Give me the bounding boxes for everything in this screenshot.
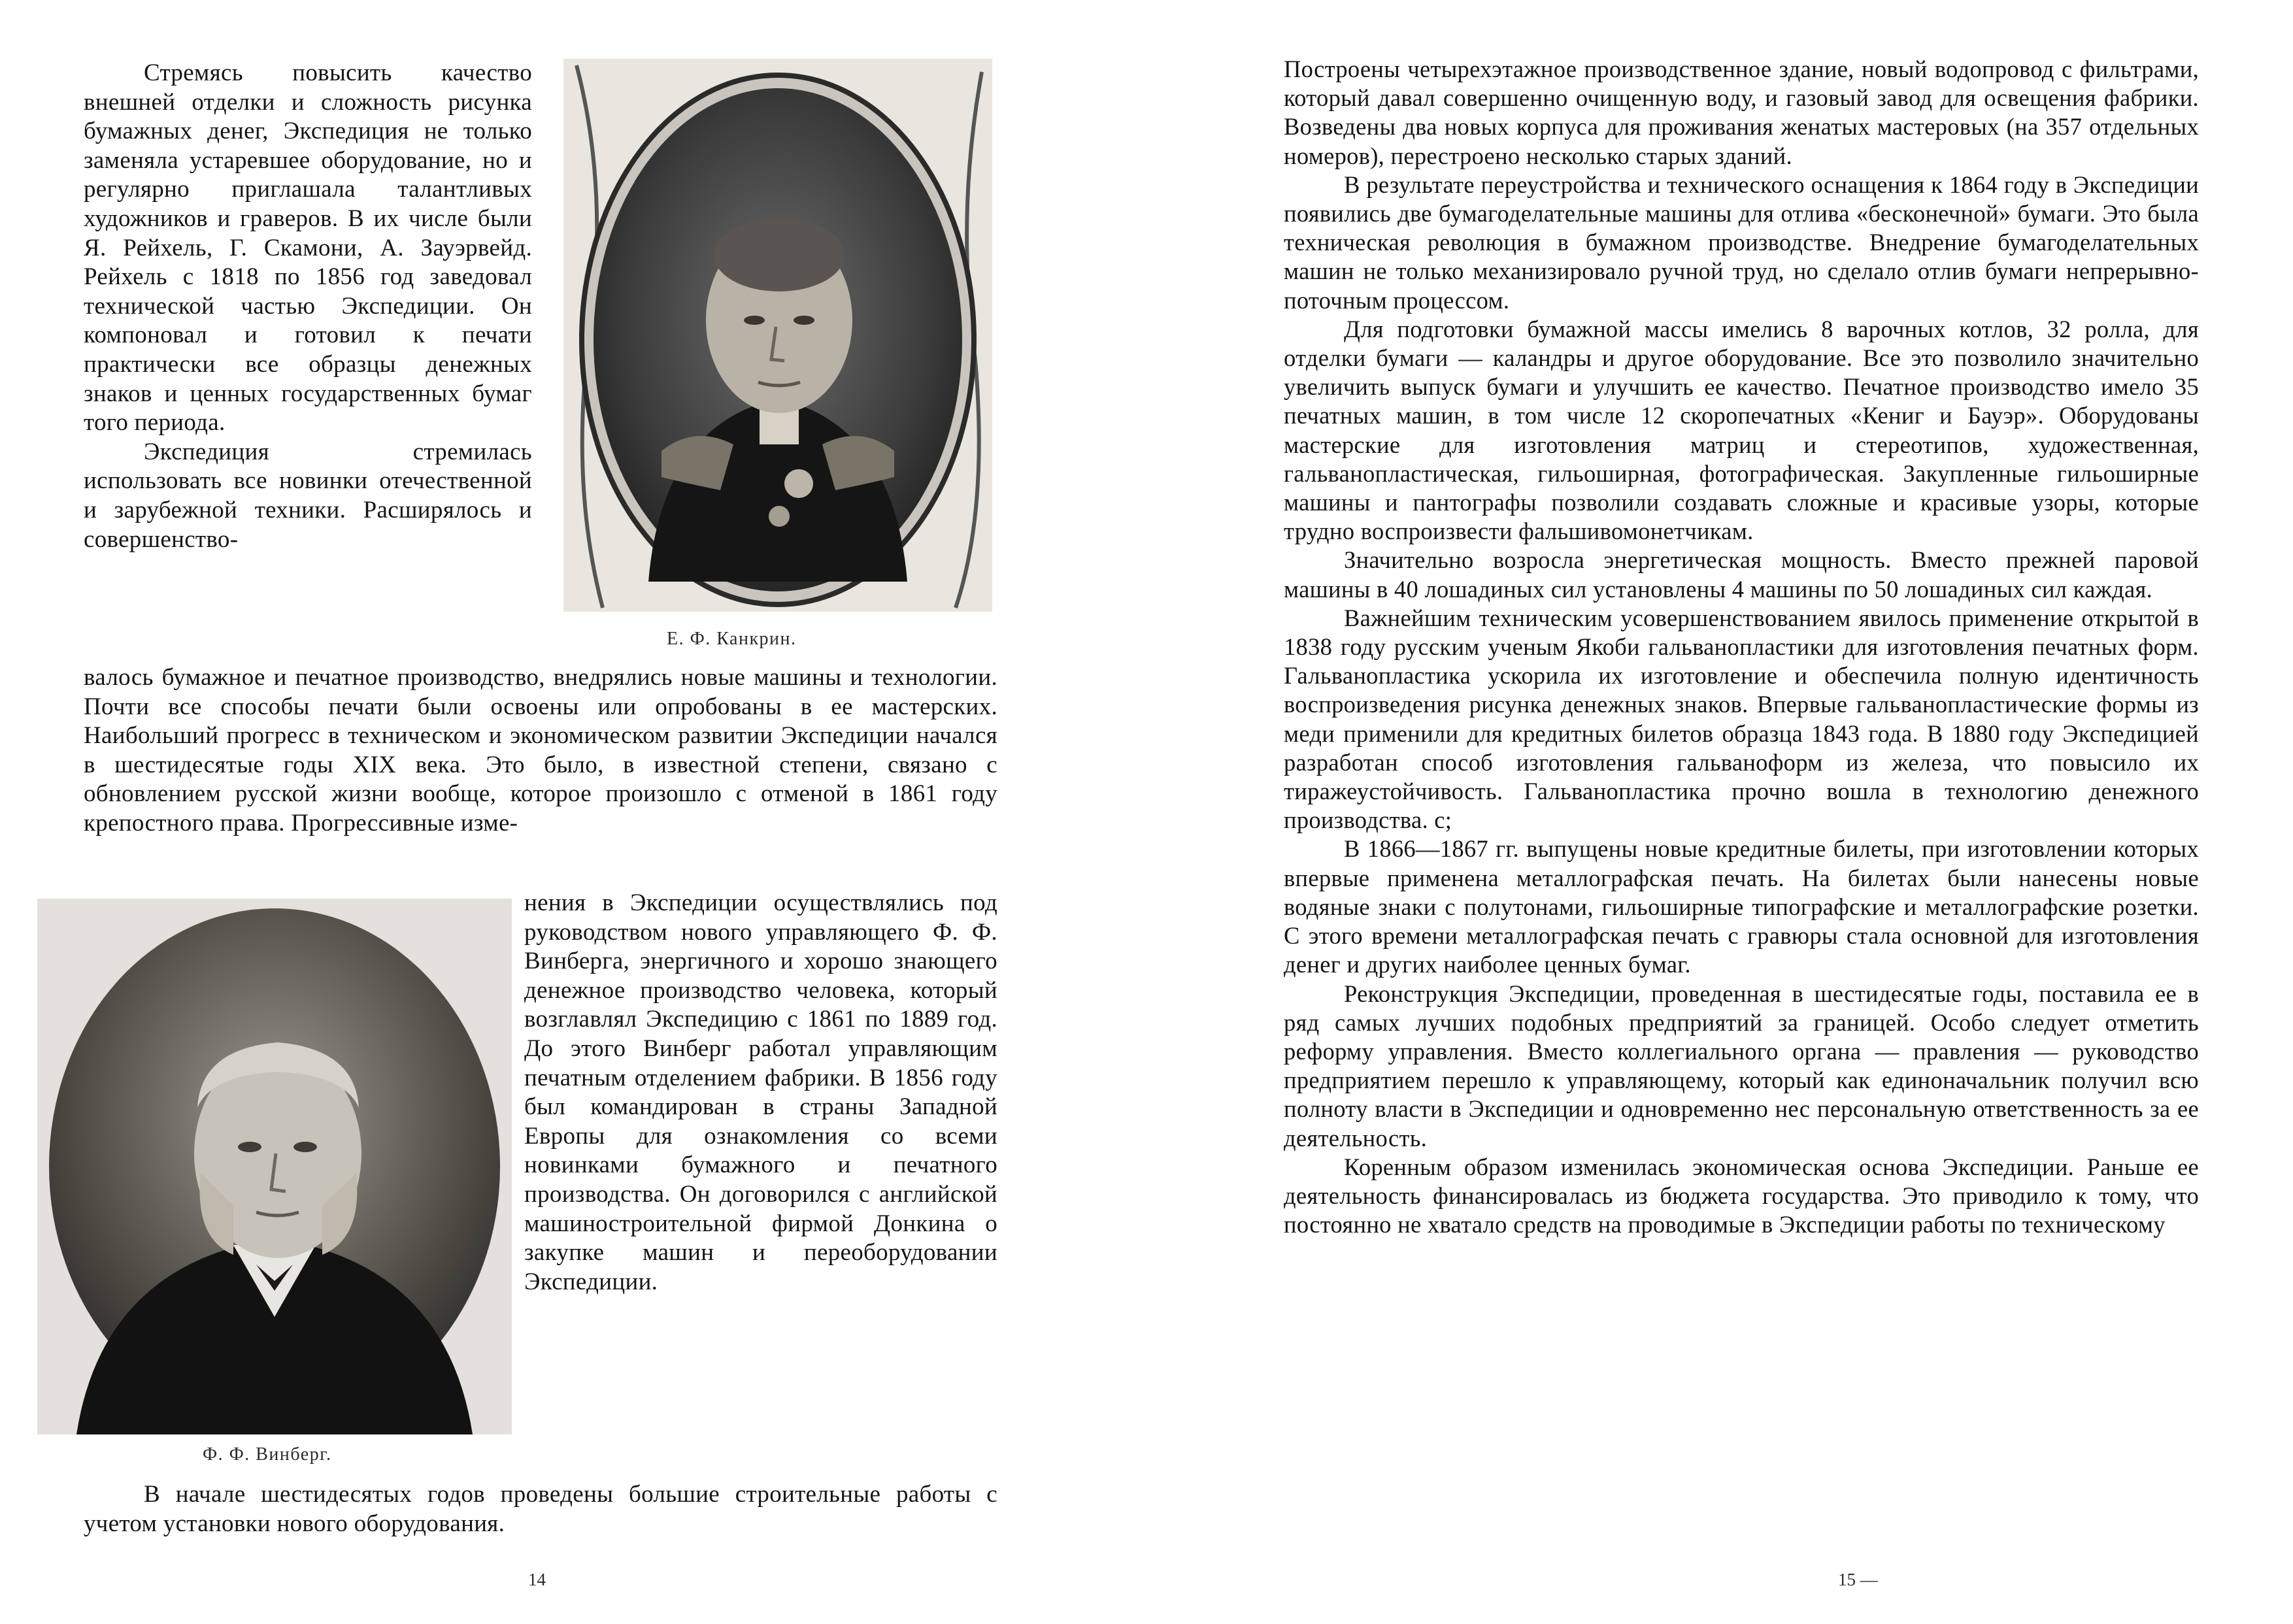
paragraph: Реконструкция Экспедиции, проведенная в шестидесятые годы, поставила ее в ряд самых лучших подобных предприятий за границей. Особо следует отметить реформу управления. Вместо коллегиального органа — правления — руководство предприятием перешло к управляющему, который как единоначальник получил всю полноту власти в Экспедиции и одновременно нес персональную ответственность за ее деятельность. — [1284, 980, 2199, 1152]
paragraph: Стремясь повысить качество внешней отделки и сложность рисунка бумажных денег, Экспедиция не только заменяла устаревшее оборудование, но и регулярно приглашала талантливых художников и граверов. В их числе были Я. Рейхель, Г. Скамони, А. Зауэрвейд. Рейхель с 1818 по 1856 год заведовал технической частью Экспедиции. Он компоновал и готовил к печати практически все образцы денежных знаков и ценных государственных бумаг того периода. — [84, 59, 532, 437]
paragraph: Экспедиция стремилась использовать все новинки отечественной и зарубежной техники. Расширялось и совершенство- — [84, 438, 532, 553]
paragraph: В начале шестидесятых годов проведены большие строительные работы с учетом установки нового оборудования. — [84, 1481, 997, 1537]
paragraph: Для подготовки бумажной массы имелись 8 варочных котлов, 32 ролла, для отделки бумаги — каландры и другое оборудование. Все это позволило значительно увеличить выпуск бумаги и улучшить ее качество. Печатное производство имело 35 печатных машин, в том числе 12 скоропечатных «Кениг и Бауэр». Оборудованы мастерские для изготовления матриц и стереотипов, художественная, гальванопластическая, гильоширная, фотографическая. Закупленные гильоширные машины и пантографы позволили создавать сложные и красивые узоры, которые трудно воспроизвести фальшивомонетчикам. — [1284, 315, 2199, 545]
page-number-right: 15 — — [1838, 1570, 1878, 1589]
portrait-vinberg — [37, 899, 512, 1434]
text-block-beside-portrait — [524, 889, 997, 1297]
text-block-bottom-left — [84, 1480, 997, 1538]
right-page — [1146, 0, 2293, 1624]
paragraph: валось бумажное и печатное производство, внедрялись новые машины и технологии. Почти все способы печати были освоены или опробованы в ее мастерских. Наибольший прогресс в техническом и экономическом развитии Экспедиции начался в шестидесятые годы XIX века. Это было, в известной степени, связано с обновлением русской жизни вообще, которое произошло с отменой в 1861 году крепостного права. Прогрессивные изме- — [84, 664, 997, 837]
left-page — [0, 0, 1146, 1624]
paragraph: Важнейшим техническим усовершенствованием явилось применение открытой в 1838 году русским ученым Якоби гальванопластики для изготовления печатных форм. Гальванопластика ускорила их изготовление и обеспечила полную идентичность воспроизведения рисунка денежных знаков. Впервые гальванопластические формы из меди применили для кредитных билетов образца 1843 года. В 1880 году Экспедицией разработан способ изготовления гальваноформ из железа, что повысило их тиражеустойчивость. Гальванопластика прочно вошла в технологию денежного производства. с; — [1284, 604, 2199, 834]
portrait-kankrin — [563, 59, 992, 612]
text-block-top-left — [84, 59, 532, 554]
paragraph: нения в Экспедиции осуществлялись под руководством нового управляющего Ф. Ф. Винберга, энергичного и хорошо знающего денежное производство человека, который возглавлял Экспедицию с 1861 по 1889 год. До этого Винберг работал управляющим печатным отделением фабрики. В 1856 году был командирован в страны Западной Европы для ознакомления со всеми новинками бумажного и печатного производства. Он договорился с английской машиностроительной фирмой Донкина о закупке машин и переоборудовании Экспедиции. — [524, 889, 997, 1295]
caption-kankrin: Е. Ф. Канкрин. — [667, 629, 797, 649]
text-block-middle — [84, 663, 997, 838]
paragraph: Значительно возросла энергетическая мощность. Вместо прежней паровой машины в 40 лошадиных сил установлены 4 машины по 50 лошадиных сил каждая. — [1284, 546, 2199, 603]
paragraph: Коренным образом изменилась экономическая основа Экспедиции. Раньше ее деятельность финансировалась из бюджета государства. Это приводило к тому, что постоянно не хватало средств на проводимые в Экспедиции работы по техническому — [1284, 1153, 2199, 1238]
paragraph: Построены четырехэтажное производственное здание, новый водопровод с фильтрами, который давал совершенно очищенную воду, и газовый завод для освещения фабрики. Возведены два новых корпуса для проживания женатых мастеровых (на 357 отдельных номеров), перестроено несколько старых зданий. — [1284, 56, 2199, 169]
page-number-left: 14 — [528, 1570, 546, 1589]
paragraph: В 1866—1867 гг. выпущены новые кредитные билеты, при изготовлении которых впервые применена металлографская печать. На билетах были нанесены новые водяные знаки с полутонами, гильоширные типографские и металлографские розетки. С этого времени металлографская печать с гравюры стала основной для изготовления денег и других наиболее ценных бумаг. — [1284, 835, 2199, 978]
text-block-right-page — [1284, 55, 2199, 1239]
caption-vinberg: Ф. Ф. Винберг. — [203, 1444, 332, 1465]
paragraph: В результате переустройства и технического оснащения к 1864 году в Экспедиции появились две бумагоделательные машины для отлива «бесконечной» бумаги. Это была техническая революция в бумажном производстве. Внедрение бумагоделательных машин не только механизировало ручной труд, но сделало отлив бумаги непрерывно-поточным процессом. — [1284, 171, 2199, 314]
